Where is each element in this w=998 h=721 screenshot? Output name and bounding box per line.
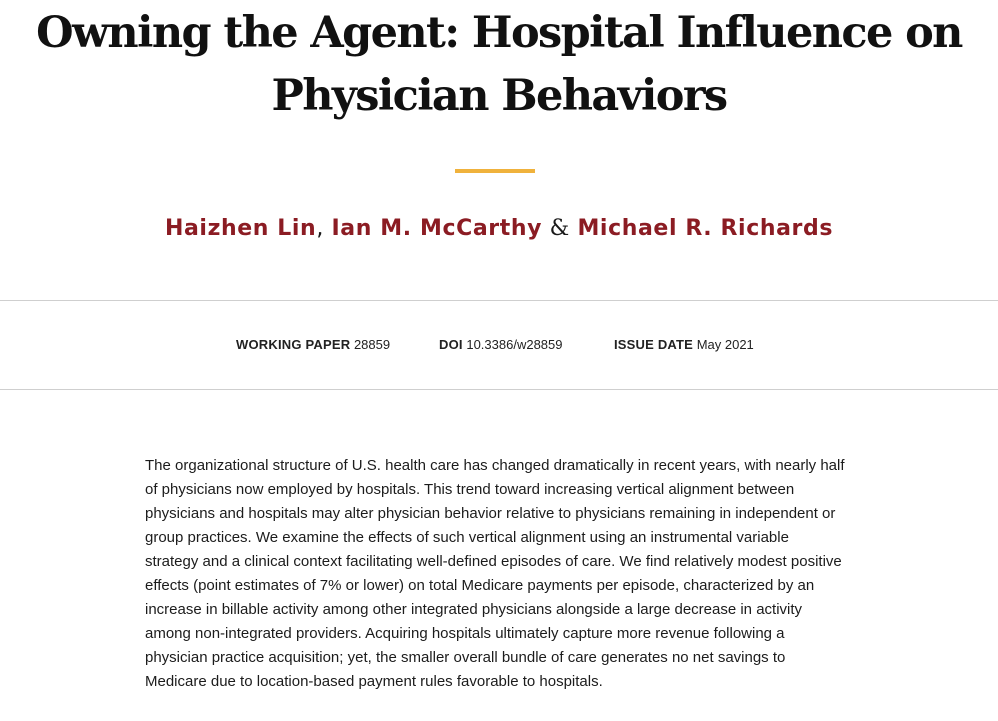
abstract-text: The organizational structure of U.S. health care has changed dramatically in recent years, with nearly half of physicians now employed by hospitals. This trend toward increasing vertical alignment between physicians and hospitals may alter physician behavior relative to physicians remaining in independent or group practices. We examine the effects of such vertical alignment using an instrumental variable strategy and a clinical context facilitating well-defined episodes of care. We find relatively modest positive effects (point estimates of 7% or lower) on total Medicare payments per episode, characterized by an increase in billable activity among other integrated physicians alongside a large decrease in activity among non-integrated providers. Acquiring hospitals ultimately capture more revenue following a physician practice acquisition; yet, the smaller overall bundle of care generates no net savings to Medicare due to location-based payment rules favorable to hospitals. [145,457,845,690]
doi-value: 10.3386/w28859 [466,337,563,352]
author-separator-ampersand: & [549,216,570,241]
doi-meta [439,337,563,353]
paper-metadata-band [0,300,998,390]
paper-title: Owning the Agent: Hospital Influence on Physician Behaviors [36,8,962,121]
working-paper-number: 28859 [353,337,391,352]
doi-label: DOI [439,337,463,352]
author-list [0,212,998,246]
author-link-haizhen-lin[interactable]: Haizhen Lin [164,216,317,241]
working-paper-label: WORKING PAPER [236,337,351,352]
title-accent-divider [455,169,535,173]
issue-date-label: ISSUE DATE [614,337,694,352]
issue-date-value: May 2021 [696,337,754,352]
author-link-ian-mccarthy[interactable]: Ian M. McCarthy [331,216,543,241]
author-separator-comma: , [316,216,324,241]
issue-date-meta [614,337,754,353]
working-paper-meta [236,337,390,353]
author-link-michael-richards[interactable]: Michael R. Richards [577,216,834,241]
